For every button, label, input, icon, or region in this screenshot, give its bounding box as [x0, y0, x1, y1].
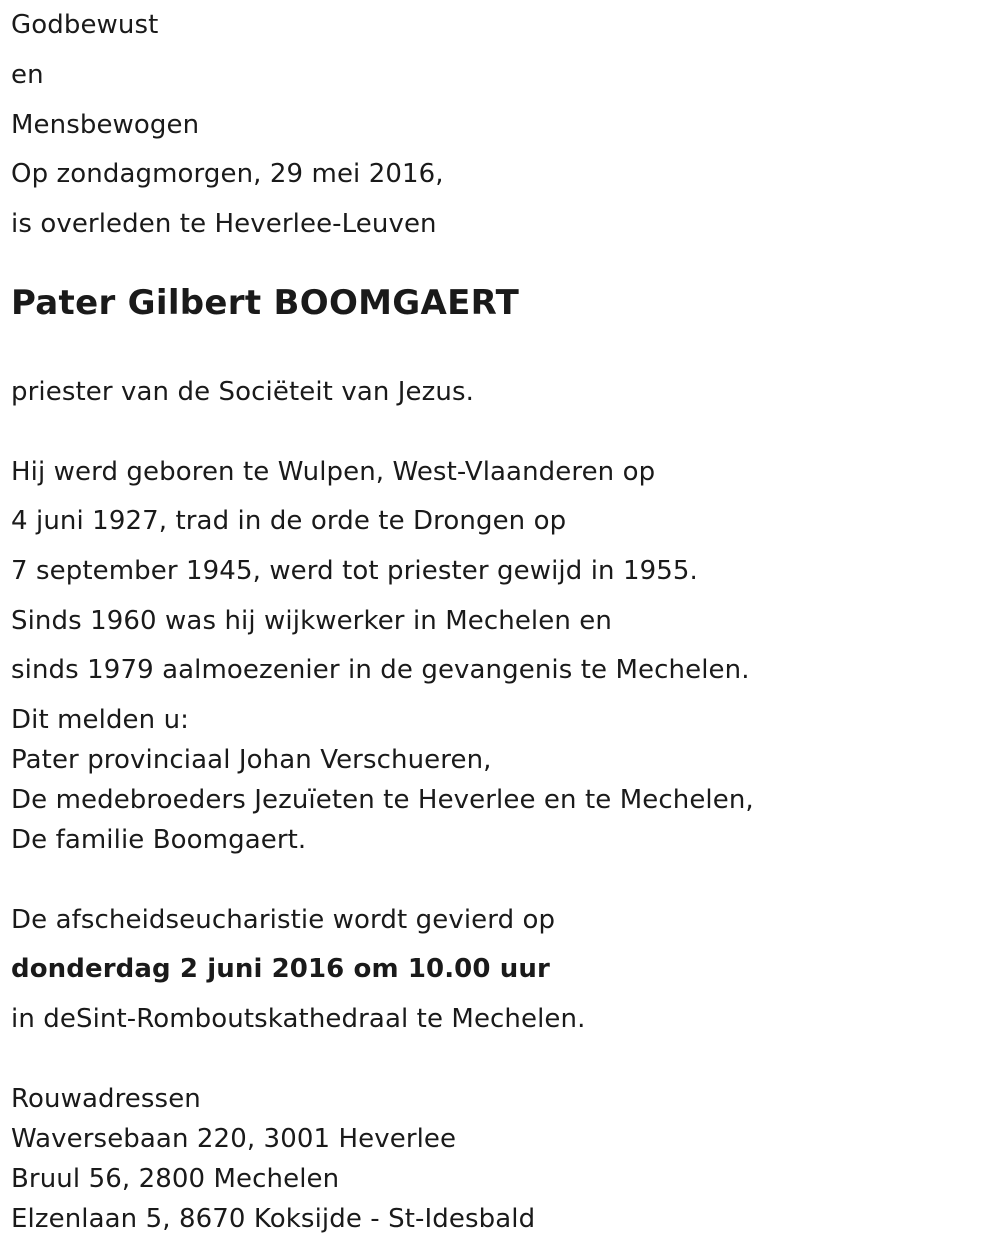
ceremony-location: in deSint-Romboutskathedraal te Mechelen.	[11, 1004, 586, 1034]
ceremony-intro: De afscheidseucharistie wordt gevierd op	[11, 905, 556, 935]
address-line-1: Waversebaan 220, 3001 Heverlee	[11, 1124, 457, 1154]
announcer-line-1: Pater provinciaal Johan Verschueren,	[11, 745, 492, 775]
death-place-line: is overleden te Heverlee-Leuven	[11, 209, 437, 239]
announcer-line-3: De familie Boomgaert.	[11, 825, 307, 855]
announcers-heading: Dit melden u:	[11, 705, 190, 735]
addresses-heading: Rouwadressen	[11, 1084, 201, 1114]
address-line-3: Elzenlaan 5, 8670 Koksijde - St-Idesbald	[11, 1204, 536, 1234]
ceremony-datetime: donderdag 2 juni 2016 om 10.00 uur	[11, 954, 550, 984]
biography-line-3: 7 september 1945, werd tot priester gewijd in 1955.	[11, 556, 698, 586]
deceased-name: Pater Gilbert BOOMGAERT	[11, 283, 520, 323]
role-line: priester van de Sociëteit van Jezus.	[11, 377, 474, 407]
biography-line-5: sinds 1979 aalmoezenier in de gevangenis te Mechelen.	[11, 655, 750, 685]
intro-line-2: en	[11, 60, 44, 90]
address-line-2: Bruul 56, 2800 Mechelen	[11, 1164, 340, 1194]
intro-line-3: Mensbewogen	[11, 110, 200, 140]
biography-line-2: 4 juni 1927, trad in de orde te Drongen op	[11, 506, 567, 536]
announcer-line-2: De medebroeders Jezuïeten te Heverlee en te Mechelen,	[11, 785, 754, 815]
biography-line-4: Sinds 1960 was hij wijkwerker in Mechelen en	[11, 606, 612, 636]
death-date-line: Op zondagmorgen, 29 mei 2016,	[11, 159, 444, 189]
intro-line-1: Godbewust	[11, 10, 159, 40]
biography-line-1: Hij werd geboren te Wulpen, West-Vlaanderen op	[11, 457, 656, 487]
